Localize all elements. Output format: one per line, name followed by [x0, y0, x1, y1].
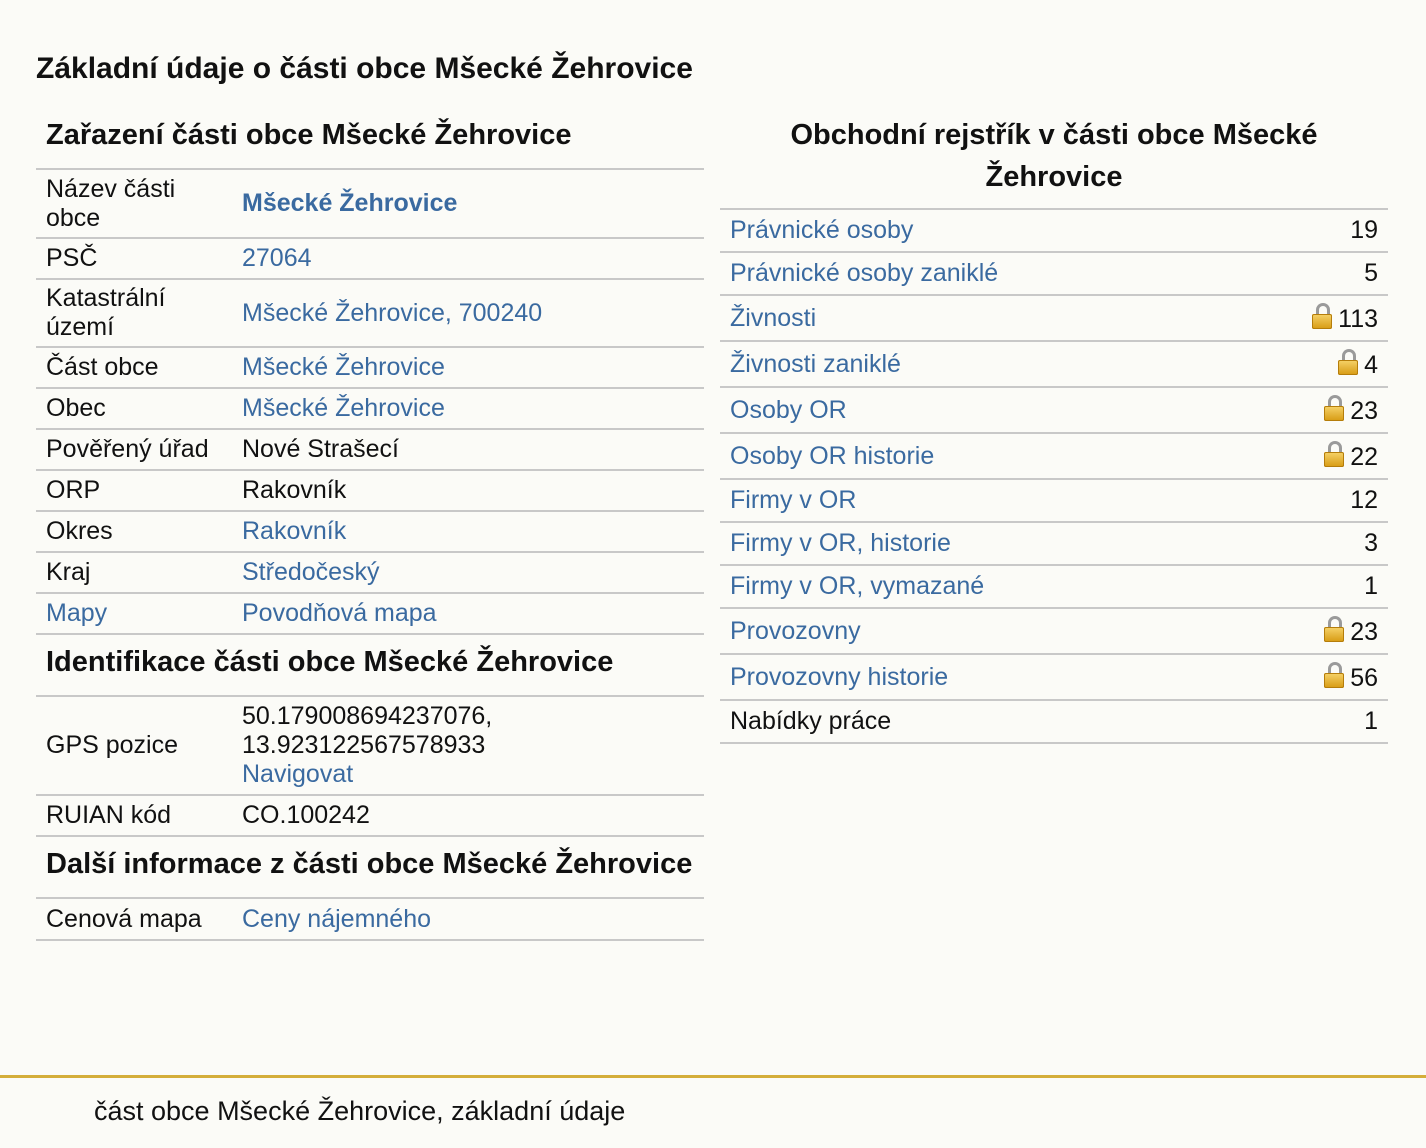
registry-count: 1: [1235, 700, 1388, 743]
row-value: Rakovník: [232, 470, 704, 511]
identification-title: Identifikace části obce Mšecké Žehrovice: [36, 635, 704, 697]
padlock-icon[interactable]: [1324, 662, 1344, 688]
more-info-title: Další informace z části obce Mšecké Žehrovice: [36, 837, 704, 899]
footer-divider: [0, 1075, 1426, 1078]
registry-link[interactable]: Provozovny: [730, 616, 861, 645]
gps-lat: 50.179008694237076,: [242, 702, 493, 730]
registry-count: 4: [1364, 350, 1378, 379]
region-link[interactable]: Středočeský: [242, 558, 380, 586]
padlock-icon[interactable]: [1312, 303, 1332, 329]
registry-count: 23: [1350, 617, 1378, 646]
more-info-table: [36, 899, 704, 941]
padlock-icon[interactable]: [1338, 349, 1358, 375]
table-row: [36, 470, 704, 511]
table-row: [36, 279, 704, 347]
registry-count: 12: [1235, 479, 1388, 522]
table-row: [720, 479, 1388, 522]
registry-table: [720, 210, 1388, 744]
row-label: Část obce: [36, 347, 232, 388]
row-label: Kraj: [36, 552, 232, 593]
table-row: [36, 593, 704, 634]
identification-table: [36, 697, 704, 837]
table-row: [720, 565, 1388, 608]
table-row: [720, 295, 1388, 341]
table-row: [36, 795, 704, 836]
row-label: Cenová mapa: [36, 899, 232, 940]
registry-link[interactable]: Firmy v OR, historie: [730, 529, 951, 557]
padlock-icon[interactable]: [1324, 395, 1344, 421]
table-row: [36, 429, 704, 470]
district-link[interactable]: Rakovník: [242, 517, 347, 545]
navigate-link[interactable]: Navigovat: [242, 760, 354, 788]
footer-breadcrumb: část obce Mšecké Žehrovice, základní údaje: [94, 1096, 626, 1126]
registry-link[interactable]: Živnosti zaniklé: [730, 349, 901, 378]
table-row: [36, 899, 704, 940]
municipality-link[interactable]: Mšecké Žehrovice: [242, 394, 445, 422]
registry-count: 23: [1350, 396, 1378, 425]
gps-lon: 13.923122567578933: [242, 731, 486, 759]
right-column: [720, 108, 1388, 744]
row-label: ORP: [36, 470, 232, 511]
table-row: [720, 522, 1388, 565]
table-row: [36, 347, 704, 388]
table-row: [720, 387, 1388, 433]
row-label: Okres: [36, 511, 232, 552]
ruian-code: CO.100242: [232, 795, 704, 836]
rent-prices-link[interactable]: Ceny nájemného: [242, 904, 432, 933]
table-row: [36, 697, 704, 795]
row-label: Katastrální území: [36, 279, 232, 347]
registry-count: 19: [1235, 210, 1388, 252]
registry-link[interactable]: Provozovny historie: [730, 662, 949, 691]
registry-link[interactable]: Právnické osoby: [730, 216, 914, 244]
registry-link[interactable]: Živnosti: [730, 303, 817, 332]
row-label: Název části obce: [36, 170, 232, 238]
padlock-icon[interactable]: [1324, 616, 1344, 642]
row-label: GPS pozice: [36, 697, 232, 795]
padlock-icon[interactable]: [1324, 441, 1344, 467]
table-row: [36, 238, 704, 279]
table-row: [720, 210, 1388, 252]
row-value: Nové Strašecí: [232, 429, 704, 470]
table-row: [720, 608, 1388, 654]
table-row: [720, 654, 1388, 700]
table-row: [720, 433, 1388, 479]
row-label: RUIAN kód: [36, 795, 232, 836]
registry-count: 3: [1235, 522, 1388, 565]
row-label: PSČ: [36, 238, 232, 279]
registry-link[interactable]: Osoby OR: [730, 395, 847, 424]
table-row: [720, 341, 1388, 387]
flood-map-link[interactable]: Povodňová mapa: [242, 599, 437, 627]
registry-count: 56: [1350, 663, 1378, 692]
table-row: [720, 700, 1388, 743]
registry-count: 5: [1235, 252, 1388, 295]
registry-link[interactable]: Osoby OR historie: [730, 441, 935, 470]
table-row: [36, 511, 704, 552]
maps-link[interactable]: Mapy: [46, 599, 108, 627]
table-row: [36, 388, 704, 429]
registry-label: Nabídky práce: [720, 700, 1235, 743]
registry-count: 22: [1350, 442, 1378, 471]
registry-link[interactable]: Firmy v OR: [730, 486, 857, 514]
page-title: Základní údaje o části obce Mšecké Žehrovice: [36, 52, 693, 85]
municipality-part-link[interactable]: Mšecké Žehrovice: [242, 353, 445, 381]
classification-table: [36, 170, 704, 635]
psc-link[interactable]: 27064: [242, 244, 312, 272]
row-label: Obec: [36, 388, 232, 429]
table-row: [36, 170, 704, 238]
cadastral-link[interactable]: Mšecké Žehrovice, 700240: [242, 298, 543, 327]
table-row: [36, 552, 704, 593]
part-name-link[interactable]: Mšecké Žehrovice: [242, 189, 458, 217]
registry-count: 113: [1338, 304, 1378, 333]
row-label: Pověřený úřad: [36, 429, 232, 470]
registry-link[interactable]: Právnické osoby zaniklé: [730, 259, 999, 287]
left-column: [36, 108, 704, 941]
classification-title: Zařazení části obce Mšecké Žehrovice: [36, 108, 704, 170]
table-row: [720, 252, 1388, 295]
registry-title: Obchodní rejstřík v části obce Mšecké Žehrovice: [720, 108, 1388, 210]
registry-count: 1: [1235, 565, 1388, 608]
registry-link[interactable]: Firmy v OR, vymazané: [730, 572, 985, 600]
